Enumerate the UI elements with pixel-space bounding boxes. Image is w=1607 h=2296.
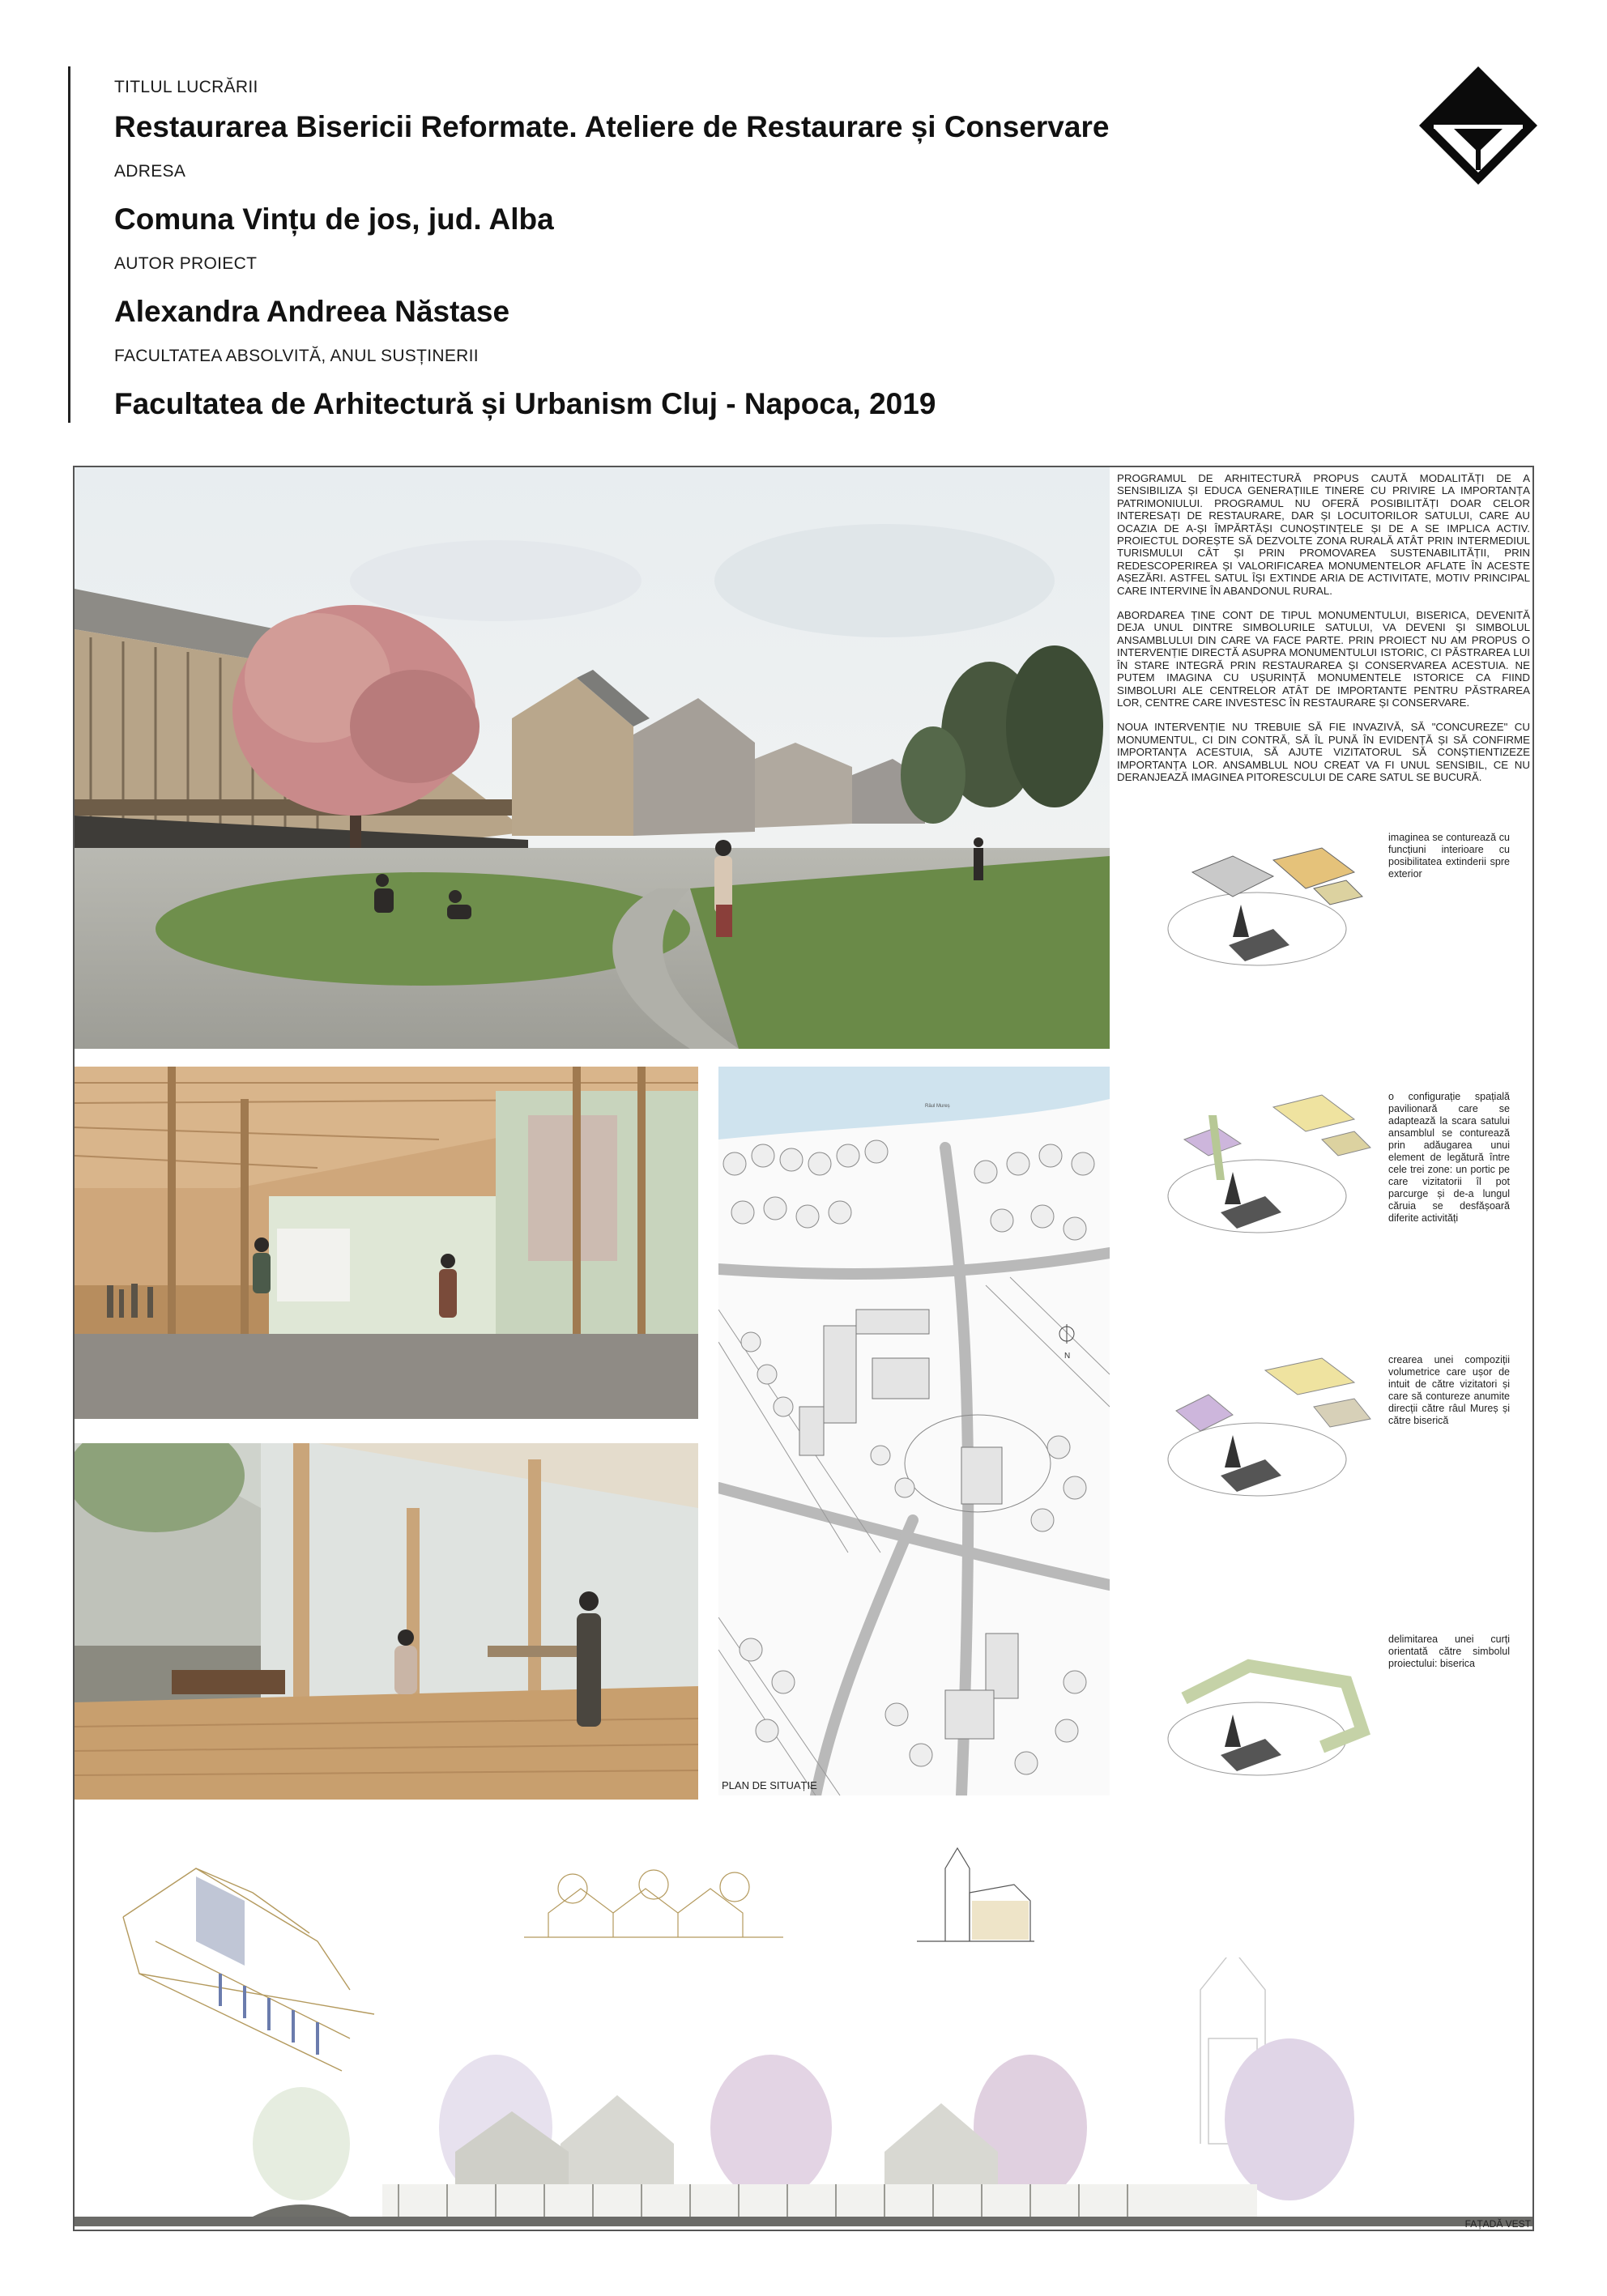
- interior-render-workshop: [75, 1067, 698, 1419]
- description-paragraph-1: PROGRAMUL DE ARHITECTURĂ PROPUS CAUTĂ MODALITĂȚI DE A SENSIBILIZA ȘI EDUCA GENERAȚIILE TINERE CU PRIVIRE LA IMPORTANȚA PATRIMONIULUI. PROGRAMUL NU OFERĂ POSIBILITĂȚI DOAR CELOR INTERESAȚI DE RESTAURARE, DAR ȘI LOCUITORILOR SATULUI, CARE AU OCAZIA DE A-ȘI ÎMPĂRTĂȘI CUNOȘTINȚELE ȘI DE A SE IMPLICA ACTIV. PROIECTUL DOREȘTE SĂ DEZVOLTE ZONA RURALĂ ATÂT PRIN INTERMEDIUL TURISMULUI CÂT ȘI PRIN PROMOVAREA SUSTENABILITĂȚII, PRIN REDESCOPERIREA ȘI VALORIFICAREA MONUMENTELOR AFLATE ÎN ACESTE AȘEZĂRI. ASTFEL SATUL ÎȘI EXTINDE ARIA DE ACTIVITATE, MOTIV PRINCIPAL CARE INTERVINE ÎN ABANDONUL RURAL.: [1117, 472, 1530, 597]
- author-value: Alexandra Andreea Năstase: [114, 295, 510, 328]
- address-label: ADRESA: [114, 162, 186, 181]
- header-rule: [68, 66, 70, 423]
- elevation-caption: FAȚADĂ VEST: [1464, 2218, 1531, 2230]
- faculty-label: FACULTATEA ABSOLVITĂ, ANUL SUSȚINERII: [114, 347, 479, 365]
- concept-diagram-4: [1160, 1625, 1532, 1787]
- portico-render: [75, 1443, 698, 1800]
- concept-diagram-3: [1160, 1346, 1532, 1508]
- section-sketch: [524, 1864, 783, 1957]
- concept-axonometric-1: [1160, 824, 1379, 986]
- concept-text-3: crearea unei compoziții volumetrice care ușor de intuit de către vizitatori și care să contureze anumite direcții către râul Mureș și către biserică: [1388, 1354, 1510, 1426]
- concept-text-2: o configurație spațială pavilionară care se adaptează la scara satului ansamblul se conturează prin adăugarea unui element de legătură între cele trei zone: un portic pe care vizitatorii îl pot parcurge și de-a lungul căruia se desfășoară diferite activități: [1388, 1091, 1510, 1224]
- river-label: Râul Mureș: [925, 1104, 950, 1109]
- north-label: N: [1064, 1352, 1071, 1361]
- site-plan: [718, 1067, 1110, 1795]
- church-sketch: [909, 1836, 1038, 1957]
- site-plan-caption: PLAN DE SITUAȚIE: [722, 1779, 817, 1791]
- title-label: TITLUL LUCRĂRII: [114, 78, 258, 96]
- concept-axonometric-4: [1160, 1625, 1379, 1787]
- faculty-logo-icon: [1417, 65, 1539, 186]
- concept-axonometric-3: [1160, 1346, 1379, 1508]
- project-title: Restaurarea Bisericii Reformate. Ateliere de Restaurare și Conservare: [114, 110, 1110, 143]
- concept-text-1: imaginea se conturează cu funcțiuni interioare cu posibilitatea extinderii spre exterior: [1388, 832, 1510, 880]
- concept-text-4: delimitarea unei curți orientată către simbolul proiectului: biserica: [1388, 1634, 1510, 1669]
- description-paragraph-3: NOUA INTERVENȚIE NU TREBUIE SĂ FIE INVAZIVĂ, SĂ "CONCUREZE" CU MONUMENTUL, CI DIN CONTRĂ, SĂ ÎL PUNĂ ÎN EVIDENȚĂ ȘI SĂ CONFIRME IMPORTANȚA ACESTUIA, SĂ AJUTE VIZITATORUL SĂ CONȘTIENTIZEZE IMPORTANȚA LOR. ANSAMBLUL NOU CREAT VA FI UNUL SENSIBIL, CE NU DERANJEAZĂ IMAGINEA PITORESCULUI DE CARE SATUL SE BUCURĂ.: [1117, 721, 1530, 783]
- address-value: Comuna Vințu de jos, jud. Alba: [114, 202, 554, 236]
- west-elevation: [75, 1957, 1534, 2231]
- concept-diagram-2: [1160, 1083, 1532, 1245]
- presentation-board: [73, 466, 1534, 2231]
- author-label: AUTOR PROIECT: [114, 254, 258, 273]
- concept-axonometric-2: [1160, 1083, 1379, 1245]
- exterior-render-courtyard: [75, 467, 1110, 1049]
- project-description: [1117, 472, 1530, 795]
- description-paragraph-2: ABORDAREA ȚINE CONT DE TIPUL MONUMENTULUI, BISERICA, DEVENITĂ DEJA UNUL DINTRE SIMBOLURILE SATULUI, VA DEVENI ȘI SIMBOLUL ANSAMBLULUI DIN CARE VA FACE PARTE. PRIN PROIECT NU AM PROPUS O INTERVENȚIE DIRECTĂ ASUPRA MONUMENTULUI ISTORIC, CI PĂSTRAREA LUI ÎN STARE INTEGRĂ PRIN RESTAURAREA ȘI CONSERVAREA ACESTUIA. NE PUTEM IMAGINA CU UȘURINȚĂ MONUMENTELE ISTORICE CA FIIND SIMBOLURI ALE CENTRELOR ATÂT DE IMPORTANTE PENTRU PĂSTRAREA LOR, CENTRE CARE INVESTESC ÎN RESTAURARE ȘI CONSERVARE.: [1117, 609, 1530, 709]
- faculty-value: Facultatea de Arhitectură și Urbanism Cluj - Napoca, 2019: [114, 387, 936, 420]
- concept-diagram-1: [1160, 824, 1532, 986]
